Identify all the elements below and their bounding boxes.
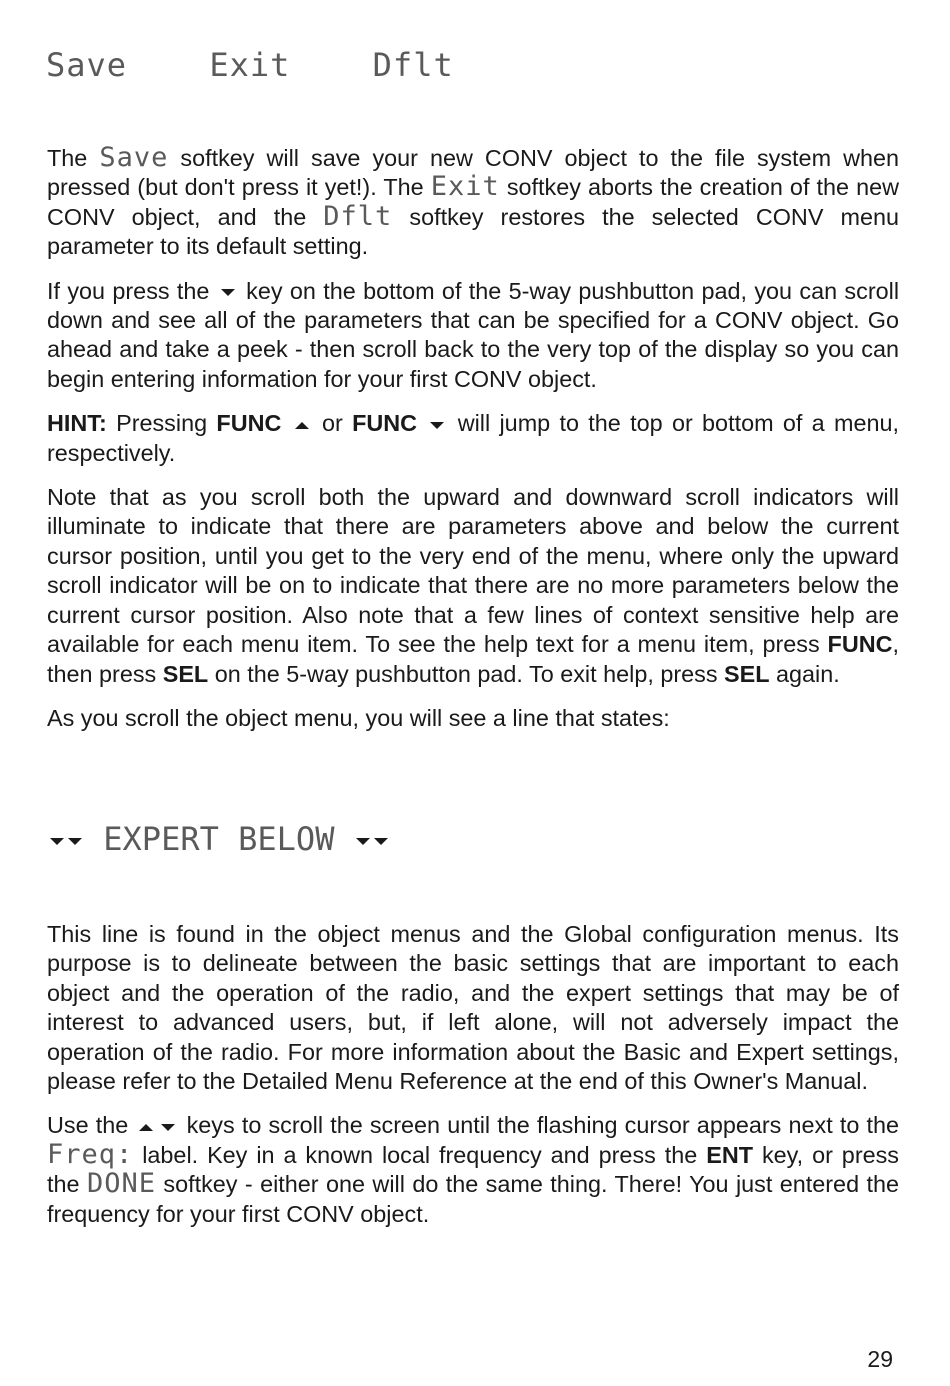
expert-below-line — [48, 820, 390, 858]
softkey-row — [46, 46, 488, 84]
down-arrow-icon — [374, 838, 388, 845]
softkey-exit: Exit — [209, 46, 291, 84]
down-arrow-icon — [356, 838, 370, 845]
down-arrow-icon — [68, 838, 82, 845]
paragraph-softkeys: The Save softkey will save your new CONV object to the file system when pressed (but don't press it yet!). The Exit softkey aborts the creation of the new CONV object, and the Dflt softkey restores the selected CONV menu parameter to its default setting. — [47, 142, 899, 260]
paragraph-freq: Use the keys to scroll the screen until the flashing cursor appears next to the Freq: label. Key in a known local frequency and press the ENT key, or press the DONE softkey - either one will do the same thing. There! You just entered the frequency for your first CONV object. — [47, 1112, 900, 1227]
down-arrow-icon — [50, 838, 64, 845]
paragraph-scroll: If you press the key on the bottom of the 5-way pushbutton pad, you can scroll down and see all of the parameters that can be specified for a CONV object. Go ahead and take a peek - then scroll back to the very top of the display so you can begin entering information for your first CONV object. — [47, 277, 900, 392]
up-arrow-icon — [295, 422, 309, 429]
paragraph-note: Note that as you scroll both the upward and downward scroll indicators will illuminate to indicate that there are parameters above and below the current cursor position, until you get to the very end of the menu, where only the upward scroll indicator will be on to indicate that there are no more parameters below the current cursor position. Also note that a few lines of context sensitive help are available for each menu item. To see the help text for a menu item, press FUNC, then press SEL on the 5-way pushbutton pad. To exit help, press SEL again. — [47, 484, 899, 687]
lcd-done: DONE — [86, 1168, 156, 1200]
paragraph-expert-explain: This line is found in the object menus and the Global configuration menus. Its purpose is to delineate between the basic settings that are important to each object and the operation of the radio, and the expert settings that may be of interest to advanced users, but, if left alone, will not adversely impact the operation of the radio. For more information about the Basic and Expert settings, please refer to the Detailed Menu Reference at the end of this Owner's Manual. — [47, 921, 899, 1095]
paragraph-as-you-scroll: As you scroll the object menu, you will see a line that states: — [47, 704, 670, 731]
lcd-save: Save — [99, 142, 169, 173]
softkey-dflt: Dflt — [372, 46, 454, 84]
lcd-dflt: Dflt — [323, 200, 393, 232]
down-arrow-icon — [430, 422, 444, 429]
down-arrow-icon — [161, 1124, 175, 1131]
down-arrow-icon — [221, 289, 235, 296]
body-top — [47, 144, 899, 748]
up-arrow-icon — [139, 1124, 153, 1131]
expert-below-text: EXPERT BELOW — [103, 820, 335, 858]
page-number: 29 — [867, 1346, 893, 1372]
lcd-freq: Freq: — [47, 1138, 134, 1170]
body-bottom — [47, 920, 899, 1244]
paragraph-hint: HINT: Pressing FUNC or FUNC will jump to the top or bottom of a menu, respectively. — [47, 410, 900, 466]
softkey-save: Save — [46, 46, 128, 84]
lcd-exit: Exit — [430, 171, 500, 203]
